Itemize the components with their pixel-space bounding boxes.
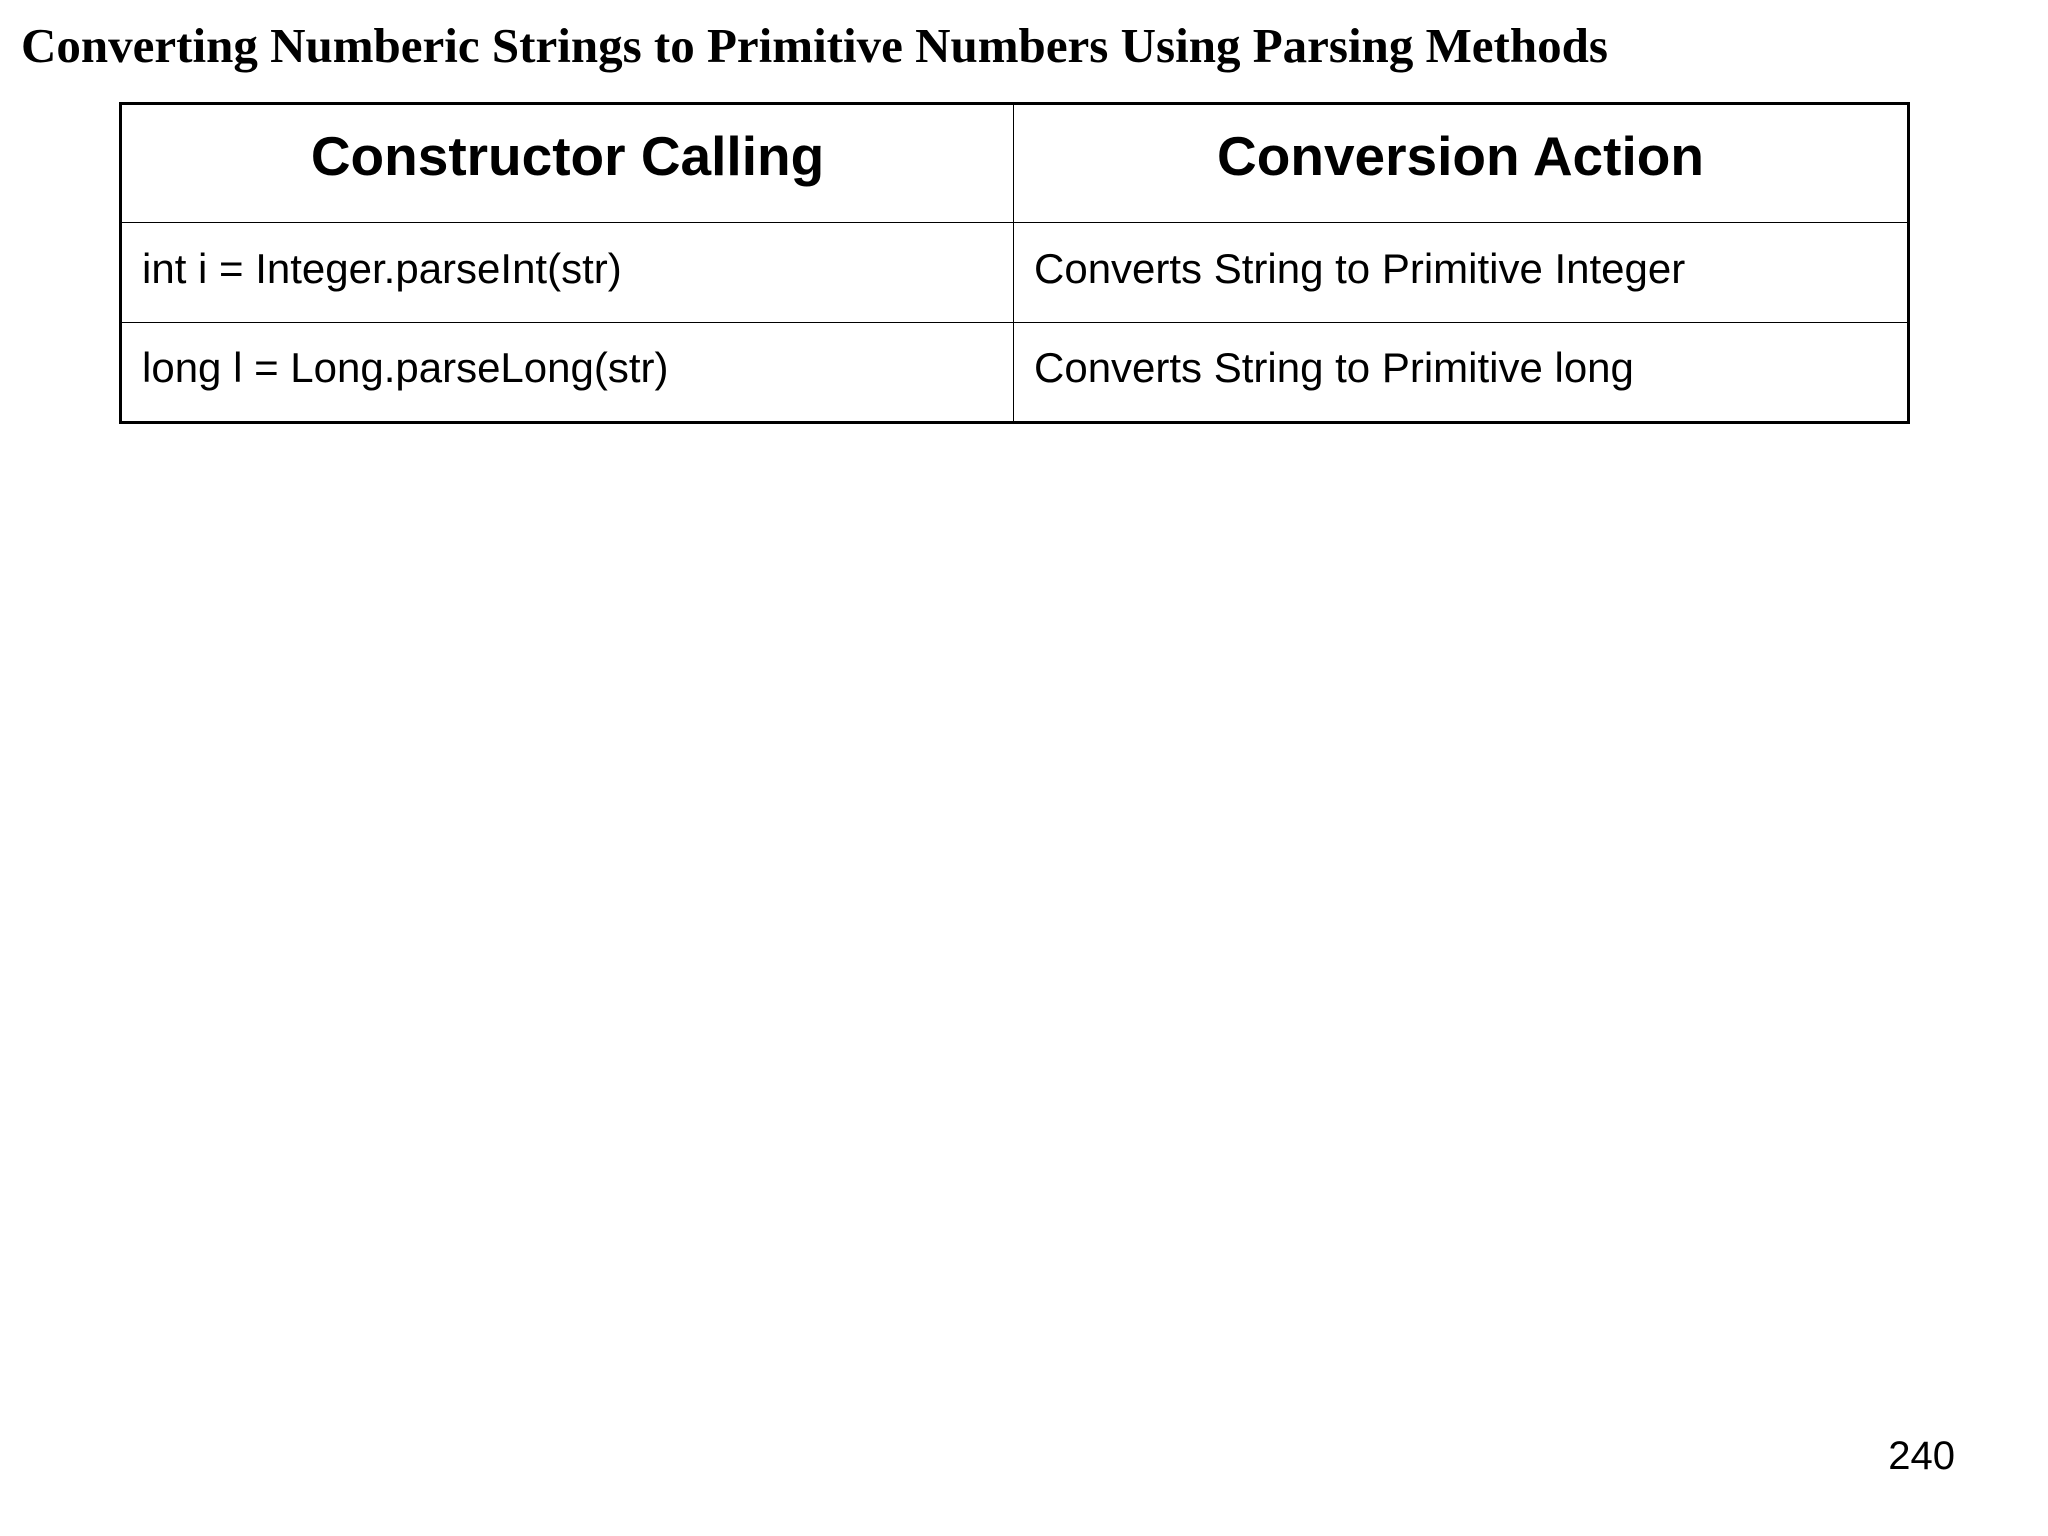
conversion-table <box>119 102 1910 424</box>
table-cell-action: Converts String to Primitive Integer <box>1014 223 1909 323</box>
table-cell-constructor: long l = Long.parseLong(str) <box>121 323 1014 423</box>
page-number: 240 <box>1888 1434 1955 1478</box>
header-conversion-action: Conversion Action <box>1014 104 1909 223</box>
slide-title: Converting Numberic Strings to Primitive Numbers Using Parsing Methods <box>21 18 1608 73</box>
table-cell-action: Converts String to Primitive long <box>1014 323 1909 423</box>
header-constructor-calling: Constructor Calling <box>121 104 1014 223</box>
table-row <box>121 223 1909 323</box>
table-row <box>121 323 1909 423</box>
table-cell-constructor: int i = Integer.parseInt(str) <box>121 223 1014 323</box>
table-header-row <box>121 104 1909 223</box>
